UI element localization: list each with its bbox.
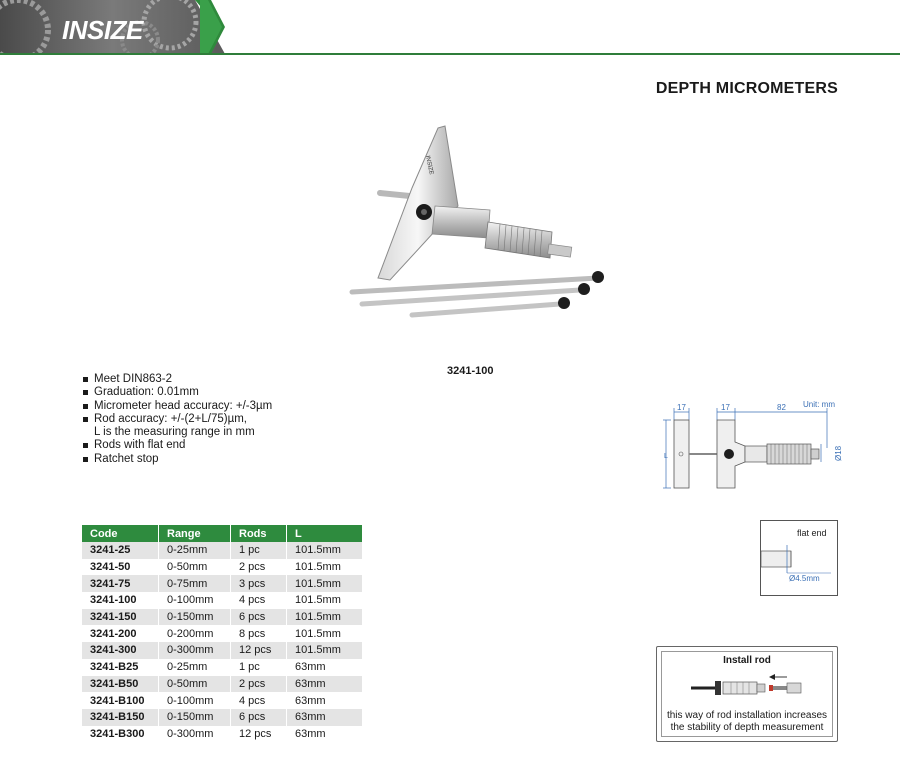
cell-code: 3241-B25	[82, 659, 159, 676]
unit-label: Unit: mm	[803, 400, 835, 409]
header-divider	[0, 53, 900, 55]
table-row	[82, 625, 363, 642]
cell-code: 3241-25	[82, 542, 159, 559]
cell-rods: 6 pcs	[231, 609, 287, 626]
dim-b-label: 17	[721, 403, 730, 412]
cell-rods: 4 pcs	[231, 592, 287, 609]
cell-l: 101.5mm	[287, 625, 363, 642]
spec-table-body	[82, 542, 363, 742]
cell-code: 3241-B150	[82, 709, 159, 726]
cell-l: 63mm	[287, 692, 363, 709]
cell-rods: 2 pcs	[231, 676, 287, 693]
cell-code: 3241-B300	[82, 726, 159, 743]
table-row	[82, 559, 363, 576]
cell-code: 3241-50	[82, 559, 159, 576]
table-row	[82, 575, 363, 592]
cell-l: 101.5mm	[287, 542, 363, 559]
cell-code: 3241-B50	[82, 676, 159, 693]
cell-range: 0-25mm	[159, 542, 231, 559]
page-title: DEPTH MICROMETERS	[655, 80, 838, 97]
cell-range: 0-300mm	[159, 642, 231, 659]
table-row	[82, 692, 363, 709]
feature-item: Graduation: 0.01mm	[82, 386, 272, 399]
table-row	[82, 592, 363, 609]
table-row	[82, 659, 363, 676]
header-rods: Rods	[231, 525, 287, 542]
cell-range: 0-100mm	[159, 592, 231, 609]
cell-l: 101.5mm	[287, 559, 363, 576]
header-range: Range	[159, 525, 231, 542]
feature-item: Micrometer head accuracy: +/-3µm	[82, 400, 272, 413]
install-rod-note-line2: the stability of depth measurement	[670, 722, 824, 733]
svg-text:INSIZE: INSIZE	[424, 155, 434, 176]
flat-end-detail	[760, 520, 838, 596]
cell-code: 3241-200	[82, 625, 159, 642]
cell-rods: 1 pc	[231, 542, 287, 559]
feature-item: Rods with flat end	[82, 439, 272, 452]
cell-l: 63mm	[287, 709, 363, 726]
cell-rods: 1 pc	[231, 659, 287, 676]
cell-code: 3241-150	[82, 609, 159, 626]
feature-list	[82, 373, 272, 466]
cell-code: 3241-100	[82, 592, 159, 609]
cell-l: 63mm	[287, 676, 363, 693]
cell-rods: 12 pcs	[231, 642, 287, 659]
cell-code: 3241-300	[82, 642, 159, 659]
cell-rods: 3 pcs	[231, 575, 287, 592]
cell-range: 0-300mm	[159, 726, 231, 743]
flat-end-dim: Ø4.5mm	[789, 574, 820, 583]
dim-a-label: 17	[677, 403, 686, 412]
cell-rods: 4 pcs	[231, 692, 287, 709]
cell-range: 0-25mm	[159, 659, 231, 676]
table-row	[82, 726, 363, 743]
brand-logo[interactable]: INSIZE	[62, 15, 143, 45]
install-rod-note-line1: this way of rod installation increases	[666, 710, 828, 721]
cell-rods: 8 pcs	[231, 625, 287, 642]
table-row	[82, 642, 363, 659]
header-banner	[0, 0, 900, 56]
feature-item: Meet DIN863-2	[82, 373, 272, 386]
spec-table	[82, 525, 363, 742]
cell-range: 0-100mm	[159, 692, 231, 709]
cell-l: 63mm	[287, 726, 363, 743]
dimension-drawing	[655, 398, 845, 498]
cell-range: 0-50mm	[159, 559, 231, 576]
install-rod-diagram	[687, 669, 807, 705]
header-l: L	[287, 525, 363, 542]
header-code: Code	[82, 525, 159, 542]
cell-range: 0-150mm	[159, 709, 231, 726]
cell-rods: 2 pcs	[231, 559, 287, 576]
install-rod-panel	[656, 646, 838, 742]
feature-item: Ratchet stop	[82, 453, 272, 466]
flat-end-label: flat end	[797, 528, 827, 538]
cell-rods: 12 pcs	[231, 726, 287, 743]
cell-l: 101.5mm	[287, 592, 363, 609]
cell-code: 3241-75	[82, 575, 159, 592]
cell-l: 101.5mm	[287, 609, 363, 626]
table-row	[82, 676, 363, 693]
cell-range: 0-75mm	[159, 575, 231, 592]
product-photo	[340, 118, 630, 333]
table-row	[82, 609, 363, 626]
install-rod-note	[657, 710, 837, 734]
feature-item: Rod accuracy: +/-(2+L/75)µm,	[82, 413, 272, 426]
install-rod-title: Install rod	[723, 655, 771, 666]
feature-item-continuation: L is the measuring range in mm	[94, 426, 255, 439]
cell-rods: 6 pcs	[231, 709, 287, 726]
table-row	[82, 709, 363, 726]
cell-code: 3241-B100	[82, 692, 159, 709]
cell-range: 0-150mm	[159, 609, 231, 626]
cell-range: 0-200mm	[159, 625, 231, 642]
cell-range: 0-50mm	[159, 676, 231, 693]
cell-l: 101.5mm	[287, 575, 363, 592]
spec-table-header	[82, 525, 363, 542]
cell-l: 101.5mm	[287, 642, 363, 659]
cell-l: 63mm	[287, 659, 363, 676]
dim-l-label: L	[664, 453, 668, 460]
model-caption: 3241-100	[447, 365, 494, 377]
table-row	[82, 542, 363, 559]
dim-d-label: Ø18	[834, 445, 843, 461]
dim-c-label: 82	[777, 403, 786, 412]
